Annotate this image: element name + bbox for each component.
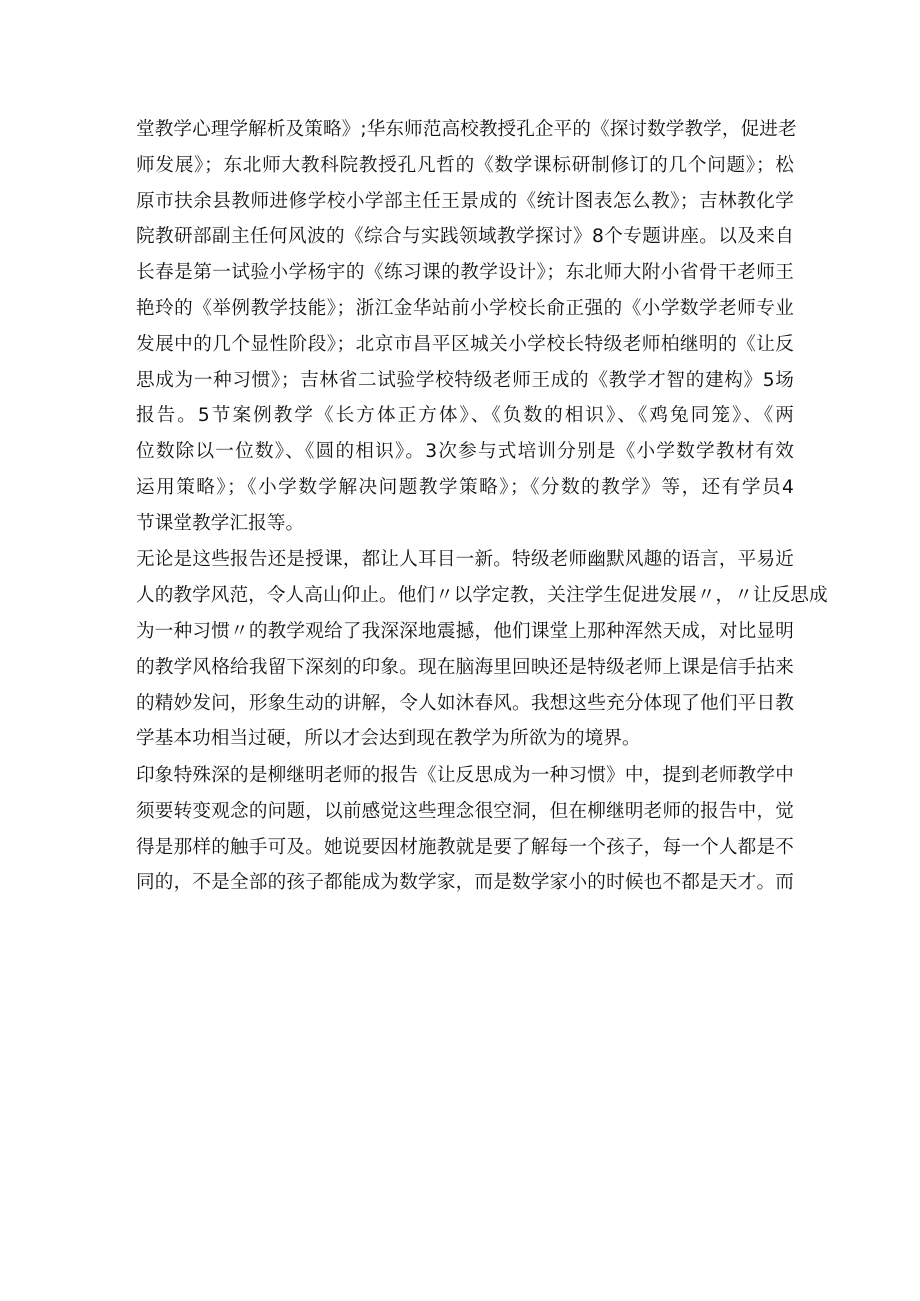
- text-line: 节课堂教学汇报等。: [136, 512, 305, 534]
- text-line: 发展中的几个显性阶段》；北京市昌平区城关小学校长特级老师柏继明的《让反: [136, 333, 794, 355]
- paragraph-reflection-report: [136, 758, 794, 901]
- text-line: 学基本功相当过硬，所以才会达到现在教学为所欲为的境界。: [136, 728, 641, 750]
- paragraph-impressions: [136, 542, 828, 757]
- text-line: 的精妙发问，形象生动的讲解，令人如沐春风。我想这些充分体现了他们平日教: [136, 692, 794, 714]
- document-page: [136, 112, 828, 901]
- text-line: 的教学风格给我留下深刻的印象。现在脑海里回映还是特级老师上课是信手拈来: [136, 656, 794, 678]
- text-line: 得是那样的触手可及。她说要因材施教就是要了解每一个孩子，每一个人都是不: [136, 836, 794, 858]
- paragraph-lecture-list: [136, 112, 797, 542]
- text-line: 印象特殊深的是柳继明老师的报告《让反思成为一种习惯》中，提到老师教学中: [136, 764, 794, 786]
- text-line: 艳玲的《举例教学技能》；浙江金华站前小学校长俞正强的《小学数学老师专业: [136, 297, 794, 319]
- text-line: 长春是第一试验小学杨宇的《练习课的教学设计》；东北师大附小省骨干老师王: [136, 262, 794, 284]
- text-line: 师发展》；东北师大教科院教授孔凡哲的《数学课标研制修订的几个问题》；松: [136, 154, 794, 176]
- text-line: 堂教学心理学解析及策略》;华东师范高校教授孔企平的《探讨数学教学，促进老: [136, 119, 797, 140]
- text-line: 思成为一种习惯》；吉林省二试验学校特级老师王成的《教学才智的建构》5场: [136, 369, 794, 391]
- text-line: 运用策略》；《小学数学解决问题教学策略》；《分数的教学》等，还有学员4: [136, 476, 794, 498]
- text-line: 位数除以一位数》、《圆的相识》。3次参与式培训分别是《小学数学教材有效: [136, 441, 794, 463]
- text-line: 人的教学风范，令人高山仰止。他们〃以学定教，关注学生促进发展〃，〃让反思成: [136, 585, 828, 607]
- text-line: 报告。5节案例教学《长方体正方体》、《负数的相识》、《鸡兔同笼》、《两: [136, 405, 794, 427]
- text-line: 原市扶余县教师进修学校小学部主任王景成的《统计图表怎么教》；吉林教化学: [136, 190, 794, 212]
- text-line: 为一种习惯〃的教学观给了我深深地震撼，他们课堂上那种浑然天成，对比显明: [136, 620, 794, 642]
- text-line: 无论是这些报告还是授课，都让人耳目一新。特级老师幽默风趣的语言，平易近: [136, 549, 794, 571]
- text-line: 须要转变观念的问题，以前感觉这些理念很空洞，但在柳继明老师的报告中，觉: [136, 800, 794, 822]
- text-line: 同的，不是全部的孩子都能成为数学家，而是数学家小的时候也不都是天才。而: [136, 872, 794, 894]
- text-line: 院教研部副主任何风波的《综合与实践领域教学探讨》8个专题讲座。以及来自: [136, 226, 794, 248]
